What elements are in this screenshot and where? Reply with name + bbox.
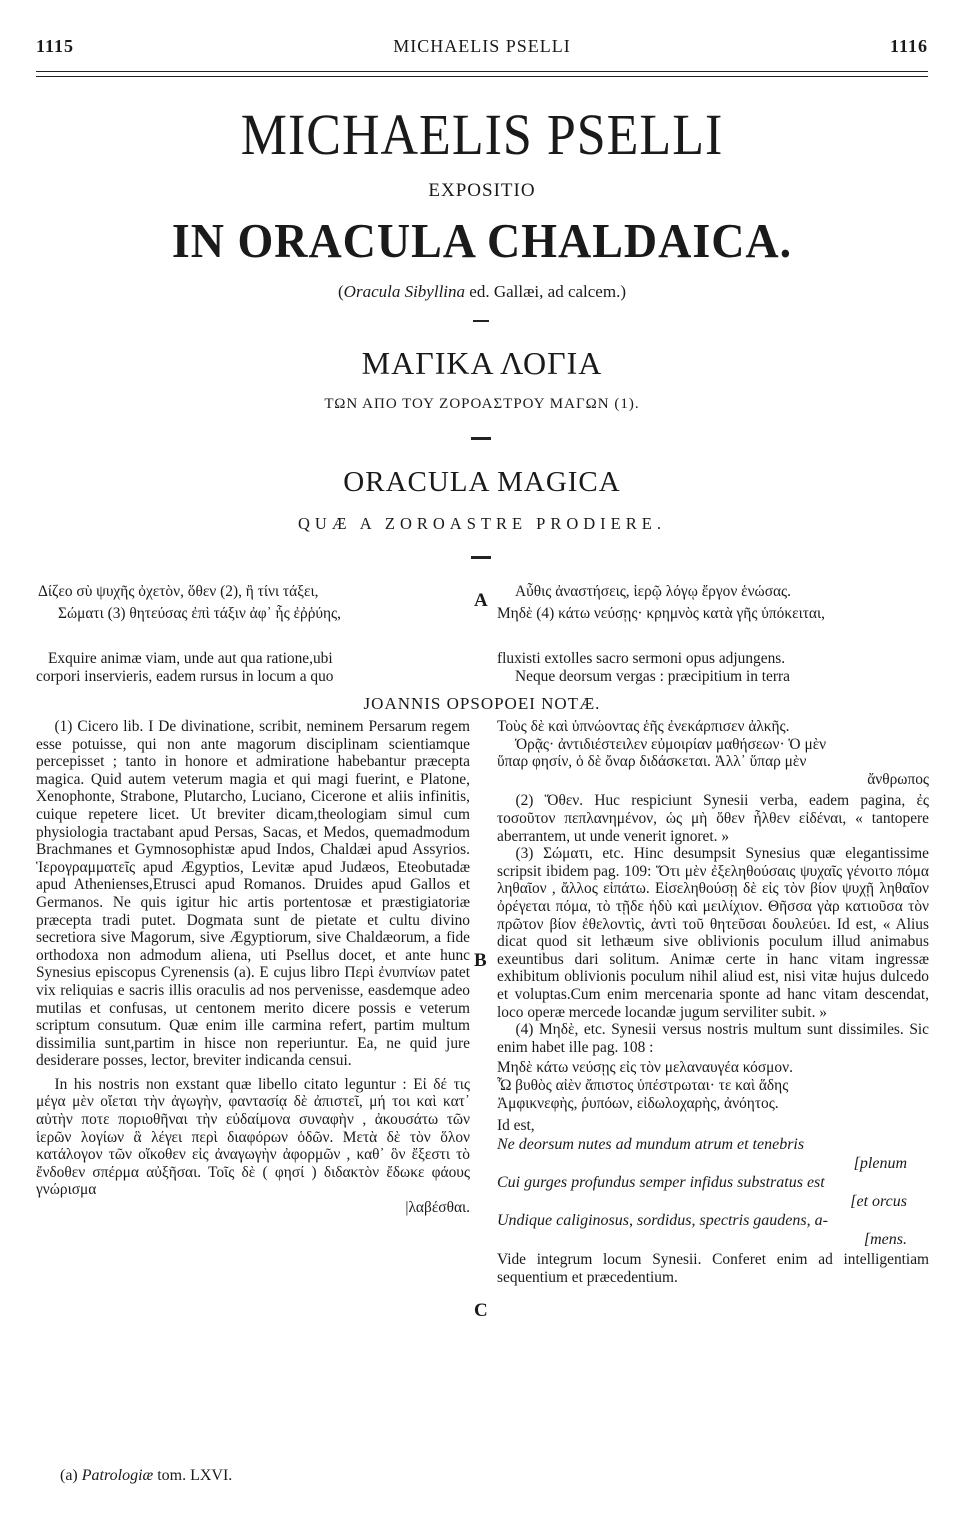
margin-letter-c: C <box>474 1300 488 1321</box>
oracle-greek-right <box>497 583 929 622</box>
latin-verse-continuation: [mens. <box>863 1231 907 1249</box>
page-number-left: 1115 <box>36 36 75 56</box>
note-paragraph: (2) Ὅθεν. Huc respiciunt Synesii verba, eadem pagina, ἐς τοσοῦτον πεπλανημένον, ὡς μὴ ὅθεν ἦλθεν εἰδέναι, « tantopere aberrantem, ut unde venerit ignoret. » <box>497 792 929 845</box>
verse-line: Σώματι (3) θητεύσας ἐπὶ τάξιν ἀφ᾽ ἧς ἐῤῥύης, <box>58 604 341 622</box>
expositio-heading: EXPOSITIO <box>428 180 536 201</box>
edition-open: ( <box>338 282 344 301</box>
translation-line: Neque deorsum vergas : præcipitium in terra <box>515 667 790 685</box>
verse-line: Μηδὲ (4) κάτω νεύσῃς· κρημνὸς κατὰ γῆς ὑπόκειται, <box>497 604 825 622</box>
separator-dash <box>471 437 491 440</box>
latin-verse-line: Cui gurges profundus semper infidus substratus est <box>497 1174 825 1192</box>
latin-title: ORACULA MAGICA <box>343 466 621 498</box>
notes-left-column <box>36 718 470 1217</box>
edition-note <box>0 282 964 302</box>
synesius-verse: Ἀμφικνεφὴς, ῥυπόων, εἰδωλοχαρὴς, ἀνόητος. <box>497 1095 779 1113</box>
greek-line-end: ἄνθρωπος <box>867 770 929 788</box>
greek-line: ὕπαρ φησίν, ὁ δὲ ὄναρ διδάσκεται. Ἀλλ᾽ ὕπαρ μὲν <box>497 753 807 771</box>
translation-line: corpori inservieris, eadem rursus in locum a quo <box>36 667 334 685</box>
footnote <box>60 1467 232 1485</box>
verse-line: Αὖθις ἀναστήσεις, ἱερῷ λόγῳ ἔργον ἑνώσας. <box>515 583 791 600</box>
author-title: MICHAELIS PSELLI <box>240 103 724 168</box>
synesius-verse: Μηδὲ κάτω νεύσῃς εἰς τὸν μελαναυγέα κόσμον. <box>497 1059 793 1077</box>
page-number-right: 1116 <box>889 36 928 56</box>
note-paragraph: In his nostris non exstant quæ libello citato leguntur : Εἰ δέ τις μέγα μὲν οἴεται τὴν ἀγωγὴν, φαντασίᾳ δὲ ἀπιστεῖ, μή τοι καὶ κατ᾽ αὐτὴν ποτε ποριοθῆναι τὴν εὐδαίμονα συναφὴν , ἀκουσάτω τῶν ἱερῶν λογίων ἃ λέγει περὶ διαφόρων ὁδῶν. Μετὰ δὲ τὸν ὅλον κατάλογον τῶν οἴκοθεν εἰς ἀναγωγὴν ἀφορμῶν , καθ᾽ ὃν ἔξεστι τὸ ἔνδοθεν σπέρμα αὐξῆσαι. Τοῖς δὲ ( φησί ) διδακτὸν ἔδωκε φάους γνώρισμα <box>36 1075 470 1199</box>
verse-line: Δίζεο σὺ ψυχῆς ὀχετὸν, ὅθεν (2), ἢ τίνι τάξει, <box>38 583 319 600</box>
header-rule-double <box>36 76 928 77</box>
synesius-verse: Ὧ βυθὸς αἰὲν ἄπιστος ὑπέστρωται· τε καὶ ἅδης <box>497 1077 789 1095</box>
header-rule <box>36 71 928 72</box>
oracle-latin-left <box>36 650 470 685</box>
edition-rest: ed. Gallæi, ad calcem.) <box>465 282 626 301</box>
notes-right-column <box>497 718 929 1286</box>
translation-line: Exquire animæ viam, unde aut qua ratione,ubi <box>48 650 333 667</box>
closing-paragraph: Vide integrum locum Synesii. Conferet enim ad intelligentiam sequentium et præcedentium. <box>497 1251 929 1286</box>
edition-italic: Oracula Sibyllina <box>343 282 466 301</box>
latin-verse-continuation: [et orcus <box>850 1193 907 1211</box>
separator-dash <box>471 556 491 559</box>
footnote-italic: Patrologiæ <box>81 1467 154 1484</box>
note-paragraph: (3) Σώματι, etc. Hinc desumpsit Synesius quæ elegantissime scripsit ibidem pag. 109: Ὅτι μὲν ἐξεληθούσαις ψυχαῖς γένοιτο πόμα ληθαῖον , ἄλλος εἰπάτω. Εἰσεληθούσῃ δὲ εἰς τὸν βίον ψυχῇ ληθαῖον ὀρέγεται πόμα, τὸ τῇδε ἡδὺ καὶ μειλίχιον. Θῆσσα γὰρ κατιοῦσα τὸν πρῶτον βίον ἐθελοντὶς, ἀντὶ τοῦ θητεῦσαι δουλεύει. Id est, « Alius dicat quod sit lethæum sive oblivionis poculum illud animabus exeuntibus dari solitum. Animæ certe in hanc vitam ingressæ exhibitum oblivionis poculum nihil aliud est, nisi vitæ hujus dulcedo et voluptas.Cum enim mercenaria sponte ad hanc vitam descendat, loco operæ mercede locandæ jugum serviliter subit. » <box>497 845 929 1021</box>
greek-line: Ὁρᾷς· ἀντιδιέστειλεν εὐμοιρίαν μαθήσεων· Ὁ μὲν <box>515 735 827 753</box>
separator-dash <box>473 320 489 322</box>
notes-heading: JOANNIS OPSOPOEI NOTÆ. <box>363 694 601 713</box>
latin-subtitle: QUÆ A ZOROASTRE PRODIERE. <box>298 514 666 533</box>
note-line-end: |λαβέσθαι. <box>405 1199 470 1217</box>
footnote-mark: (a) <box>60 1467 82 1484</box>
footnote-rest: tom. LXVI. <box>153 1467 233 1484</box>
id-est: Id est, <box>497 1117 535 1135</box>
latin-verse-continuation: [plenum <box>853 1155 907 1173</box>
oracle-greek-left <box>36 583 470 622</box>
running-title: MICHAELIS PSELLI <box>393 36 571 56</box>
latin-verse-line: Undique caliginosus, sordidus, spectris gaudens, a- <box>497 1212 828 1230</box>
translation-line: fluxisti extolles sacro sermoni opus adjungens. <box>497 650 786 667</box>
note-paragraph: (4) Μηδὲ, etc. Synesii versus nostris multum sunt dissimiles. Sic enim habet ille pag. 108 : <box>497 1021 929 1056</box>
latin-verse-line: Ne deorsum nutes ad mundum atrum et tenebris <box>497 1136 805 1154</box>
greek-title: ΜΑΓΙΚΑ ΛΟΓΙΑ <box>361 345 603 381</box>
margin-letter-a: A <box>474 590 488 611</box>
main-title: IN ORACULA CHALDAICA. <box>171 213 793 268</box>
greek-subtitle: ΤΩΝ ΑΠΟ ΤΟΥ ΖΟΡΟΑΣΤΡΟΥ ΜΑΓΩΝ (1). <box>324 396 640 412</box>
greek-line: Τοὺς δὲ καὶ ὑπνώοντας ἑῆς ἐνεκάρπισεν ἀλκῆς. <box>497 718 790 735</box>
note-paragraph: (1) Cicero lib. I De divinatione, scribit, neminem Persarum regem esse potuisse, qui non ante magorum disciplinam scientiamque percepisset ; tanto in honore et admiratione habebantur præcepta magica. Quid autem veterum magia et qui magi fuerint, e Platone, Xenophonte, Strabone, Plutarcho, Luciano, Cicerone et aliis infinitis, cuique repetere licet. Ut breviter dicam,theologiam simul cum physiologia tractabant apud Persas, Sacas, et Medos, quemadmodum Brachmanes et Gymnosophistæ apud Indos, Chaldæi apud Assyrios. Ἱερογραμματεῖς apud Ægyptios, Levitæ apud Judæos, Eteobutadæ apud Athenienses,Etrusci apud Romanos. Druides apud Gallos et Germanos. Ne quis igitur hic artis portentosæ et præstigiatoriæ præcepta tradi putet. Dogmata sunt de pietate et cultu divino secretiora sive Magorum, sive Ægyptiorum, sive Chaldæorum, a fide orthodoxa non admodum aliena, uti Psellus docet, et ante hunc Synesius episcopus Cyrenensis (a). E cujus libro Περὶ ἐνυπνίων patet vix reliquias e sacris illis oraculis ad nos pervenisse, easdemque adeo mutilas et confusas, ut centonem merito dicere possis e veterum scriptum consutum. Quæ enim ille carmina refert, partim multum dissimilia sunt,partim in hisce non reperiuntur. Ea, ne quid jure desiderare posses, lector, breviter indicanda censui. <box>36 718 470 1070</box>
margin-letter-b: B <box>474 950 487 971</box>
oracle-latin-right <box>497 650 929 685</box>
